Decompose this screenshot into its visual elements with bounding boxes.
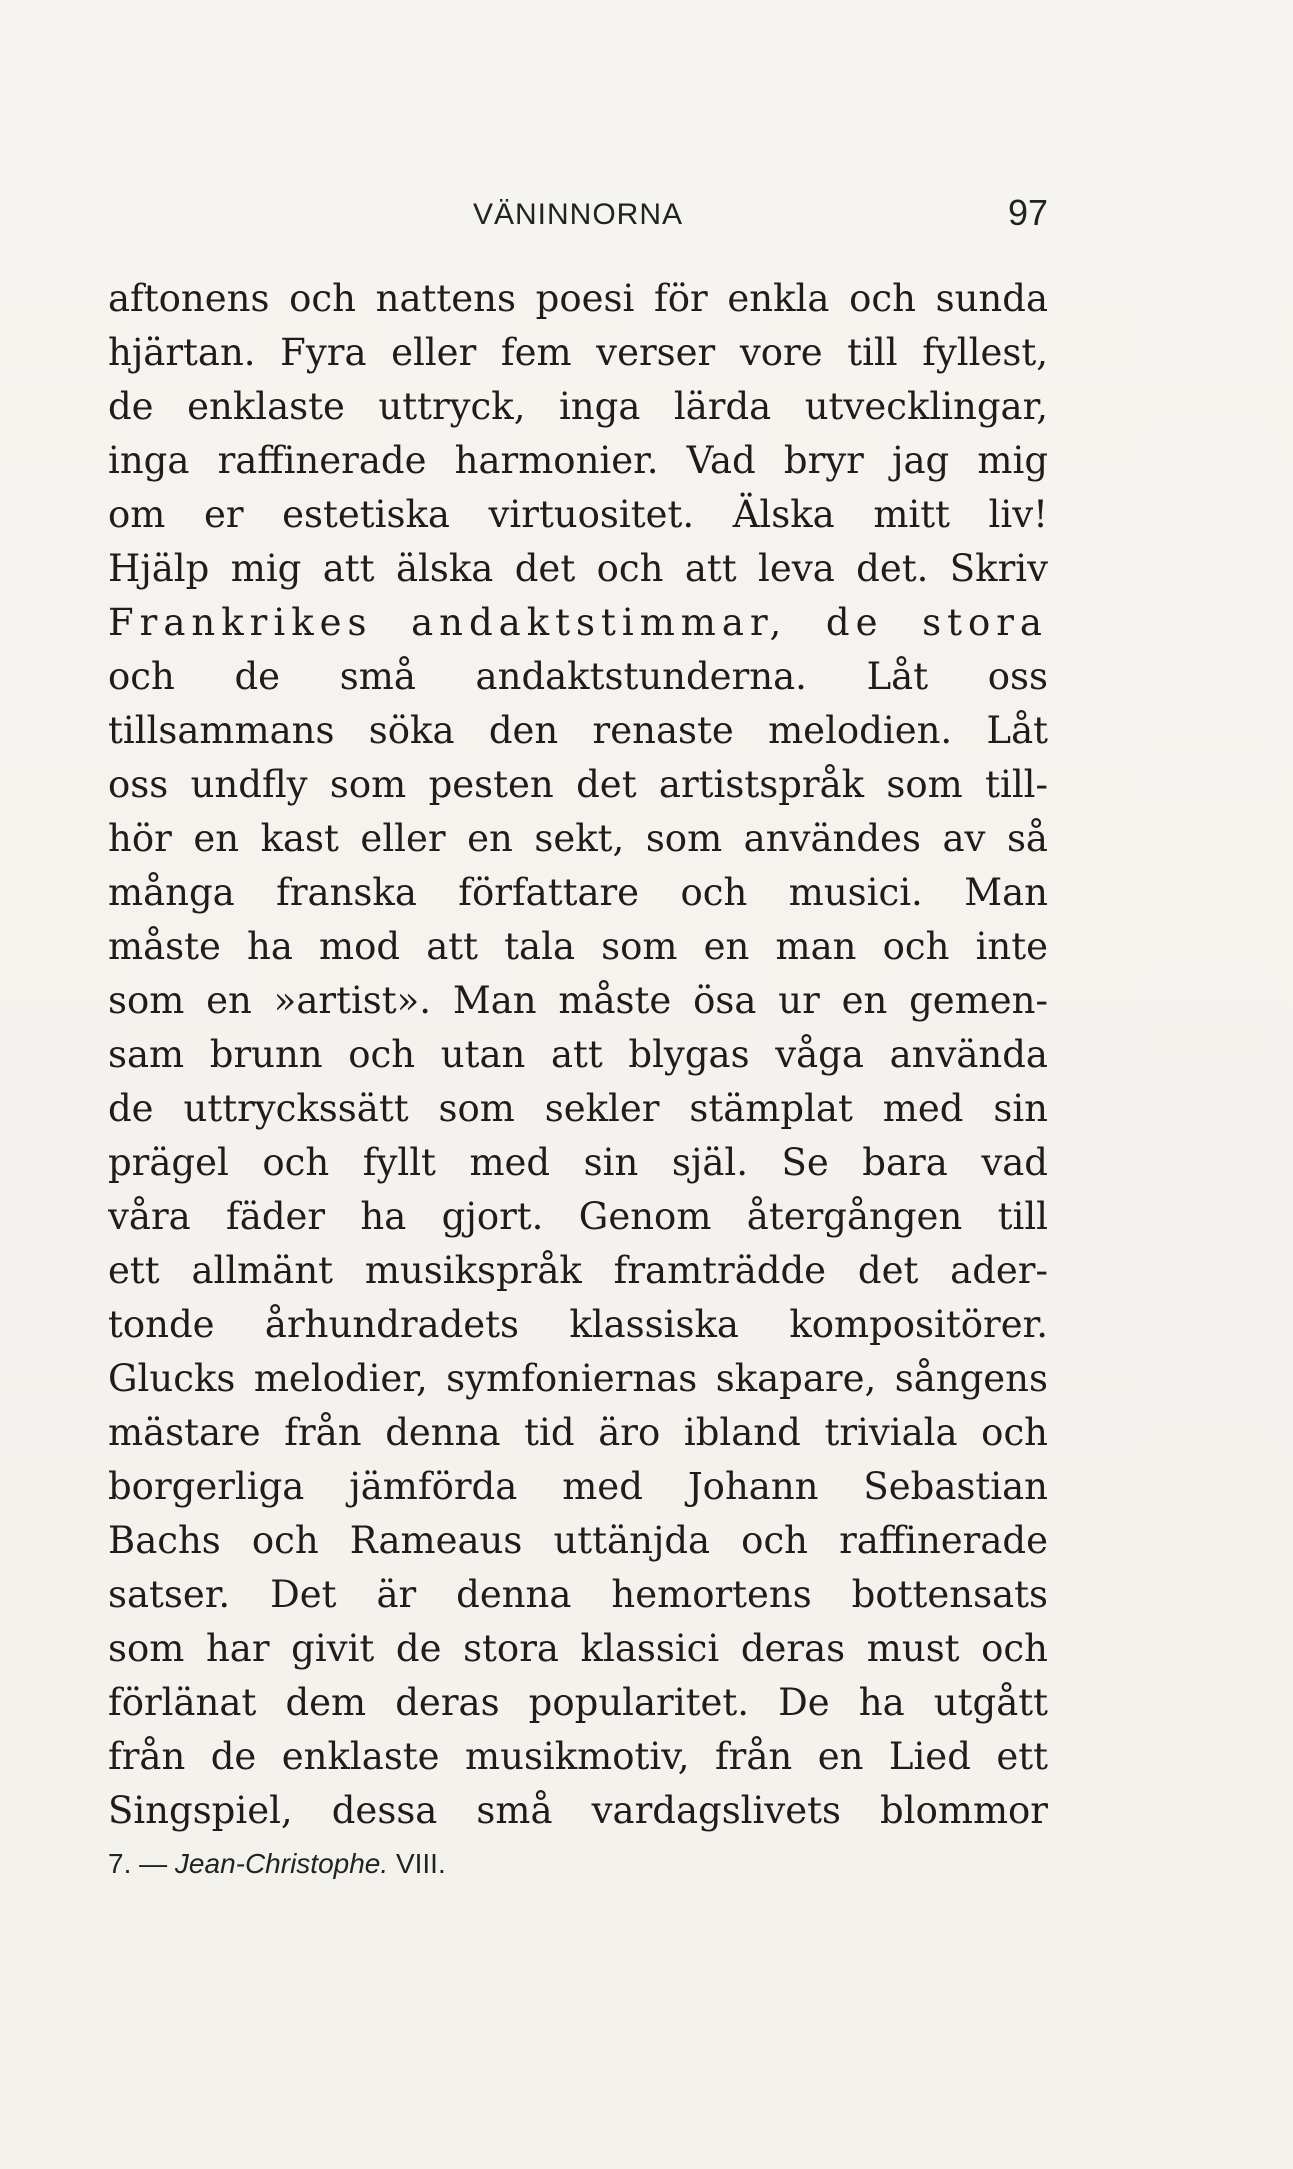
- page-footer: [108, 1848, 708, 1880]
- text-line: och de små andaktstunderna. Låt oss: [108, 655, 1048, 698]
- text-line: aftonens och nattens poesi för enkla och sunda: [108, 277, 1048, 320]
- volume-number: VIII.: [395, 1848, 446, 1879]
- body-text: [108, 272, 1048, 1838]
- text-line: borgerliga jämförda med Johann Sebastian: [108, 1465, 1048, 1508]
- text-line: de uttryckssätt som sekler stämplat med sin: [108, 1087, 1048, 1130]
- text-line: våra fäder ha gjort. Genom återgången till: [108, 1195, 1048, 1238]
- text-line: sam brunn och utan att blygas våga använda: [108, 1033, 1048, 1076]
- text-line: måste ha mod att tala som en man och inte: [108, 925, 1048, 968]
- text-line: mästare från denna tid äro ibland triviala och: [108, 1411, 1048, 1454]
- book-title: Jean-Christophe.: [174, 1848, 389, 1879]
- text-line: Bachs och Rameaus uttänjda och raffinerade: [108, 1519, 1048, 1562]
- text-line: tonde århundradets klassiska kompositörer.: [108, 1303, 1048, 1346]
- page-header: [108, 192, 1048, 252]
- signature-number: 7. —: [108, 1848, 168, 1879]
- running-title: VÄNINNORNA: [472, 198, 684, 231]
- text-line: inga raffinerade harmonier. Vad bryr jag mig: [108, 439, 1048, 482]
- text-line: hör en kast eller en sekt, som användes av så: [108, 817, 1048, 860]
- text-line: oss undfly som pesten det artistspråk som till-: [108, 763, 1048, 806]
- text-line: prägel och fyllt med sin själ. Se bara vad: [108, 1141, 1048, 1184]
- text-line: som en »artist». Man måste ösa ur en gemen-: [108, 979, 1048, 1022]
- text-line: Frankrikes andaktstimmar, de stora: [108, 601, 1048, 644]
- text-line: som har givit de stora klassici deras must och: [108, 1627, 1048, 1670]
- text-line: Singspiel, dessa små vardagslivets blommor: [108, 1789, 1048, 1832]
- text-line: från de enklaste musikmotiv, från en Lied ett: [108, 1735, 1048, 1778]
- text-line: tillsammans söka den renaste melodien. Låt: [108, 709, 1048, 752]
- text-line: om er estetiska virtuositet. Älska mitt liv!: [108, 493, 1048, 536]
- text-line: ett allmänt musikspråk framträdde det ader-: [108, 1249, 1048, 1292]
- text-line: hjärtan. Fyra eller fem verser vore till fyllest,: [108, 331, 1048, 374]
- text-line: Hjälp mig att älska det och att leva det. Skriv: [108, 547, 1048, 590]
- text-line: de enklaste uttryck, inga lärda utvecklingar,: [108, 385, 1048, 428]
- text-line: satser. Det är denna hemortens bottensats: [108, 1573, 1048, 1616]
- text-line: förlänat dem deras popularitet. De ha utgått: [108, 1681, 1048, 1724]
- text-line: Glucks melodier, symfoniernas skapare, sångens: [108, 1357, 1048, 1400]
- text-line: många franska författare och musici. Man: [108, 871, 1048, 914]
- page-number: 97: [1007, 192, 1048, 233]
